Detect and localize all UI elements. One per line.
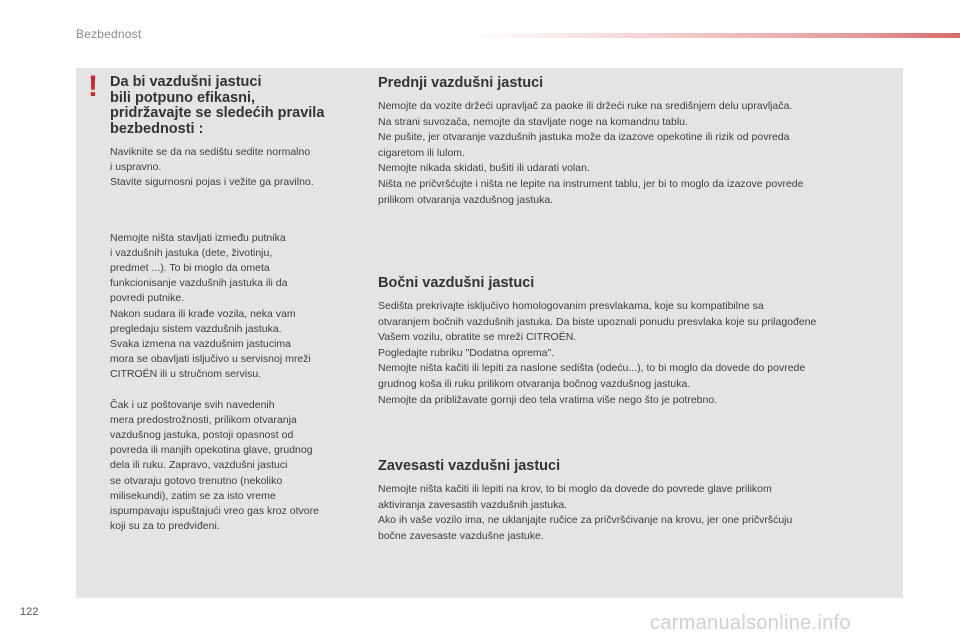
section-title: Zavesasti vazdušni jastuci <box>378 458 561 474</box>
watermark: carmanualsonline.info <box>650 612 851 634</box>
section-front-airbags <box>378 75 898 208</box>
warning-paragraph-injury-risk: Čak i uz poštovanje svih navedenih mera predostrožnosti, prilikom otvaranja vazdušnog jastuka, postoji opasnost od povreda ili manjih opekotina glave, grudnog dela ili ruku. Zapravo, vazdušni jastuci se otvaraju gotovo trenutno (nekoliko milisekundi), zatim se za isto vreme ispumpavaju ispuštajući vreo gas kroz otvore koji su za to predviđeni. <box>110 398 319 533</box>
warning-column <box>110 75 360 534</box>
section-body: Nemojte da vozite držeći upravljač za paoke ili držeći ruke na središnjem delu upravljača. Na strani suvozača, nemojte da stavljate noge na komandnu tablu. Ne pušite, jer otvaranje vazdušnih jastuka može da izazove opekotine ili rizik od povreda cigaretom ili lulom. Nemojte nikada skidati, bušiti ili udarati volan. Ništa ne pričvršćujte i ništa ne lepite na instrument tablu, jer bi to moglo da izazove povrede prilikom otvaranja vazdušnog jastuka. <box>378 100 804 206</box>
warning-paragraph-obstacles: Nemojte ništa stavljati između putnika i vazdušnih jastuka (dete, životinju, predmet ...). To bi moglo da ometa funkcionisanje vazdušnih jastuka ili da povredi putnike. Nakon sudara ili krađe vozila, neka vam pregledaju sistem vazdušnih jastuka. Svaka izmena na vazdušnim jastucima mora se obavljati isljučivo u servisnoj mreži CITROËN ili u stručnom servisu. <box>110 231 311 381</box>
section-curtain-airbags <box>378 458 898 544</box>
section-title: Bočni vazdušni jastuci <box>378 275 535 291</box>
section-body: Nemojte ništa kačiti ili lepiti na krov, to bi moglo da dovede do povrede glave prilikom aktiviranja zavesastih vazdušnih jastuka. Ako ih vaše vozilo ima, ne uklanjajte ručice za pričvršćivanje na krovu, jer one pričvršćuju bočne zavesaste vazdušne jastuke. <box>378 483 793 542</box>
page-number: 122 <box>20 606 39 618</box>
warning-paragraph-posture: Naviknite se da na sedištu sedite normalno i uspravno. Stavite sigurnosni pojas i vežite ga pravilno. <box>110 146 314 189</box>
section-side-airbags <box>378 275 898 408</box>
chapter-title: Bezbednost <box>76 27 142 41</box>
warning-title: Da bi vazdušni jastuci bili potpuno efikasni, pridržavajte se sledećih pravila bezbednosti : <box>110 74 325 137</box>
section-title: Prednji vazdušni jastuci <box>378 75 544 91</box>
section-body: Sedišta prekrivajte isključivo homologovanim presvlakama, koje su kompatibilne sa otvaranjem bočnih vazdušnih jastuka. Da biste upoznali ponudu presvlaka koje su prilagođene Vašem vozilu, obratite se mreži CITROËN. Pogledajte rubriku "Dodatna oprema". Nemojte ništa kačiti ili lepiti za naslone sedišta (odeću...), to bi moglo da dovede do povrede grudnog koša ili ruku prilikom otvaranja bočnog vazdušnog jastuka. Nemojte da približavate gornji deo tela vratima više nego što je potrebno. <box>378 300 817 406</box>
exclamation-warning-icon: ! <box>88 70 98 103</box>
header-gradient-rule <box>470 33 960 38</box>
